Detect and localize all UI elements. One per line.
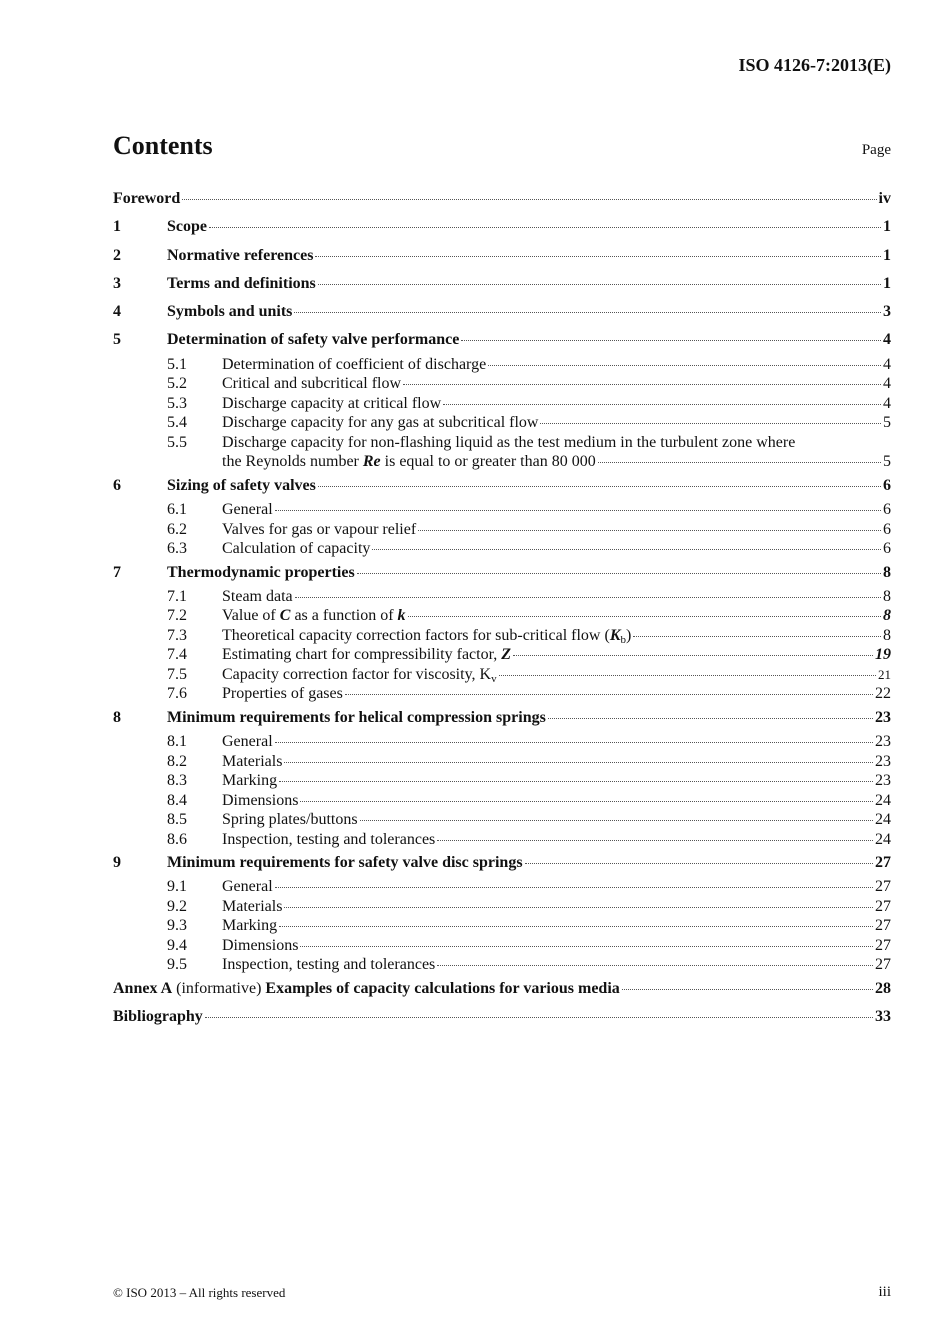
title-segment: k	[397, 607, 406, 625]
page-number: 23	[875, 708, 891, 726]
toc-entry-7[interactable]	[113, 559, 891, 587]
entry-title	[222, 645, 511, 665]
toc-entry-9.5[interactable]	[113, 955, 891, 975]
title-segment: (informative)	[172, 979, 266, 997]
title-segment: General	[222, 878, 273, 896]
toc-entry-7.4[interactable]	[113, 645, 891, 665]
entry-title	[222, 791, 298, 811]
toc-entry-9.1[interactable]	[113, 877, 891, 897]
page-number: 5	[883, 414, 891, 432]
section-number: 3	[113, 274, 121, 292]
section-number: 7.1	[167, 587, 187, 605]
section-number: 6.1	[167, 501, 187, 519]
entry-title	[222, 539, 370, 559]
page-number: 4	[883, 355, 891, 373]
page-number: 8	[883, 587, 891, 605]
section-number: 7	[113, 563, 121, 581]
page-number: 8	[883, 563, 891, 581]
dot-leader	[275, 510, 881, 511]
entry-title	[222, 355, 486, 375]
title-segment: K	[609, 626, 621, 644]
entry-title	[167, 242, 313, 270]
page-number: 8	[883, 626, 891, 644]
entry-title-line2	[222, 452, 596, 472]
title-segment: b	[620, 633, 626, 646]
dot-leader	[499, 675, 876, 676]
entry-title	[222, 771, 277, 791]
dot-leader	[525, 863, 873, 864]
title-segment: v	[491, 672, 497, 685]
entry-title	[222, 916, 277, 936]
dot-leader	[209, 227, 881, 228]
title-segment: Sizing of safety valves	[167, 476, 316, 494]
dot-leader	[418, 530, 881, 531]
title-segment: Examples of capacity calculations for various media	[265, 979, 620, 997]
dot-leader	[488, 365, 881, 366]
section-number: 7.6	[167, 685, 187, 703]
title-segment: Value of	[222, 607, 280, 625]
dot-leader	[315, 256, 881, 257]
entry-title	[222, 665, 497, 685]
title-segment: as a function of	[290, 607, 398, 625]
entry-title	[167, 326, 459, 354]
title-segment: Normative references	[167, 246, 314, 264]
dot-leader	[300, 946, 873, 947]
title-segment: Marking	[222, 772, 278, 790]
section-number: 1	[113, 218, 121, 236]
page-title: Contents	[113, 131, 213, 160]
title-segment: Critical and subcritical flow	[222, 375, 402, 393]
toc-entry-9.4[interactable]	[113, 936, 891, 956]
dot-leader	[633, 636, 881, 637]
entry-title	[222, 830, 435, 850]
title-segment: Dimensions	[222, 936, 299, 954]
toc-entry-7.1[interactable]	[113, 587, 891, 607]
title-segment: Discharge capacity for any gas at subcritical flow	[222, 414, 539, 432]
dot-leader	[461, 340, 881, 341]
page-number: 23	[875, 752, 891, 770]
section-number: 8.3	[167, 772, 187, 790]
dot-leader	[294, 312, 881, 313]
page-number: 24	[875, 811, 891, 829]
document-id-header: ISO 4126-7:2013(E)	[738, 55, 891, 75]
section-number: 7.2	[167, 607, 187, 625]
title-segment: Theoretical capacity correction factors for sub-critical flow (	[222, 626, 610, 644]
page-number: 5	[883, 453, 891, 471]
toc-entry-6.1[interactable]	[113, 500, 891, 520]
dot-leader	[598, 462, 881, 463]
toc-entry-9[interactable]	[113, 849, 891, 877]
toc-entry-1[interactable]	[113, 213, 891, 241]
entry-title	[222, 936, 298, 956]
entry-title	[167, 213, 207, 241]
title-segment: Estimating chart for compressibility factor,	[222, 646, 502, 664]
toc-entry-5.4[interactable]	[113, 413, 891, 433]
page-number: 22	[875, 685, 891, 703]
entry-title	[222, 520, 416, 540]
toc-entry-7.5[interactable]	[113, 665, 891, 685]
entry-title	[222, 500, 273, 520]
toc-entry-8.3[interactable]	[113, 771, 891, 791]
entry-title-continuation	[113, 452, 891, 472]
title-segment: General	[222, 733, 273, 751]
footer-page-number: iii	[878, 1284, 891, 1300]
title-segment: Symbols and units	[167, 303, 293, 321]
entry-title	[167, 472, 316, 500]
section-number: 7.4	[167, 646, 187, 664]
section-number: 6	[113, 476, 121, 494]
title-segment: Discharge capacity for non-flashing liquid as the test medium in the turbulent zone where	[222, 433, 796, 451]
page-number: 33	[875, 1008, 891, 1026]
entry-title	[113, 185, 180, 213]
section-number: 8.2	[167, 752, 187, 770]
title-segment: Capacity correction factor for viscosity, K	[222, 665, 492, 683]
section-number: 8.5	[167, 811, 187, 829]
entry-title	[167, 704, 546, 732]
toc-entry-8.5[interactable]	[113, 810, 891, 830]
title-segment: Minimum requirements for helical compression springs	[167, 708, 546, 726]
section-number: 8.4	[167, 791, 187, 809]
title-segment: Materials	[222, 897, 283, 915]
page-number: 4	[883, 394, 891, 412]
title-segment: Materials	[222, 752, 283, 770]
title-segment: the Reynolds number	[222, 453, 363, 471]
entry-title	[167, 849, 523, 877]
toc-entry-5.1[interactable]	[113, 355, 891, 375]
entry-title	[167, 559, 355, 587]
title-segment: Annex A	[113, 979, 173, 997]
toc-entry-3[interactable]	[113, 270, 891, 298]
title-segment: C	[279, 607, 291, 625]
toc-entry-8.6[interactable]	[113, 830, 891, 850]
title-segment: Steam data	[222, 587, 293, 605]
title-segment: Determination of coefficient of discharge	[222, 355, 487, 373]
section-number: 9.5	[167, 956, 187, 974]
page-number: 27	[875, 917, 891, 935]
table-of-contents	[113, 185, 891, 1032]
dot-leader	[540, 423, 881, 424]
title-segment: Thermodynamic properties	[167, 563, 355, 581]
page-number: 23	[875, 772, 891, 790]
page-number: 6	[883, 540, 891, 558]
section-number: 5.2	[167, 375, 187, 393]
page-number: 1	[883, 246, 891, 264]
entry-title	[222, 684, 343, 704]
title-segment: Re	[362, 453, 381, 471]
title-segment: General	[222, 501, 273, 519]
page-number: 3	[883, 303, 891, 321]
dot-leader	[443, 404, 881, 405]
section-number: 5.3	[167, 394, 187, 412]
section-number: 6.3	[167, 540, 187, 558]
entry-title	[222, 810, 358, 830]
title-segment: Foreword	[113, 190, 181, 207]
dot-leader	[357, 573, 881, 574]
section-number: 6.2	[167, 520, 187, 538]
title-segment: Bibliography	[113, 1008, 203, 1026]
page-number: 1	[883, 218, 891, 236]
page-number: 27	[875, 878, 891, 896]
toc-entry-7.6[interactable]	[113, 684, 891, 704]
toc-entry-7.3[interactable]	[113, 626, 891, 646]
page-number: 1	[883, 274, 891, 292]
entry-title	[222, 433, 795, 453]
page-number: 8	[883, 607, 891, 625]
entry-title	[167, 298, 292, 326]
toc-entry-8.4[interactable]	[113, 791, 891, 811]
entry-title	[222, 955, 435, 975]
dot-leader	[345, 694, 873, 695]
toc-entry-4[interactable]	[113, 298, 891, 326]
section-number: 9.4	[167, 936, 187, 954]
dot-leader	[622, 989, 873, 990]
page-number: 24	[875, 791, 891, 809]
page-number: 24	[875, 830, 891, 848]
page-number: 4	[883, 375, 891, 393]
dot-leader	[300, 801, 873, 802]
entry-title	[222, 394, 441, 414]
page-number: 27	[875, 956, 891, 974]
toc-entry-8.2[interactable]	[113, 752, 891, 772]
toc-entry-5[interactable]	[113, 326, 891, 354]
toc-entry-9.3[interactable]	[113, 916, 891, 936]
section-number: 7.5	[167, 665, 187, 683]
dot-leader	[295, 597, 881, 598]
title-segment: Calculation of capacity	[222, 540, 371, 558]
toc-entry-5.3[interactable]	[113, 394, 891, 414]
dot-leader	[513, 655, 873, 656]
dot-leader	[318, 284, 881, 285]
entry-title	[222, 752, 282, 772]
dot-leader	[548, 718, 873, 719]
title-segment: Valves for gas or vapour relief	[222, 520, 417, 538]
dot-leader	[318, 486, 881, 487]
toc-entry-6.2[interactable]	[113, 520, 891, 540]
toc-entry-6.3[interactable]	[113, 539, 891, 559]
title-segment: Inspection, testing and tolerances	[222, 956, 436, 974]
entry-title	[222, 897, 282, 917]
toc-entry-9.2[interactable]	[113, 897, 891, 917]
entry-title	[222, 606, 406, 626]
page-number: 23	[875, 733, 891, 751]
entry-title	[113, 1003, 203, 1031]
copyright-footer: © ISO 2013 – All rights reserved	[113, 1285, 286, 1300]
page-number: iv	[878, 190, 891, 207]
title-segment: Terms and definitions	[167, 274, 316, 292]
section-number: 9.3	[167, 917, 187, 935]
section-number: 5	[113, 331, 121, 349]
page-number: 21	[878, 666, 891, 682]
dot-leader	[279, 781, 873, 782]
section-number: 2	[113, 246, 121, 264]
title-segment: Inspection, testing and tolerances	[222, 830, 436, 848]
toc-entry-8[interactable]	[113, 704, 891, 732]
title-segment: is equal to or greater than 80 000	[380, 453, 596, 471]
page-number: 27	[875, 854, 891, 872]
section-number: 8.6	[167, 830, 187, 848]
title-segment: Dimensions	[222, 791, 299, 809]
title-segment: Properties of gases	[222, 685, 343, 703]
dot-leader	[403, 384, 881, 385]
page-number: 4	[883, 331, 891, 349]
section-number: 8	[113, 708, 121, 726]
entry-title	[222, 732, 273, 752]
dot-leader	[205, 1017, 873, 1018]
toc-entry-unnumbered[interactable]	[113, 1003, 891, 1031]
toc-entry-6[interactable]	[113, 472, 891, 500]
title-segment: Marking	[222, 917, 278, 935]
dot-leader	[284, 907, 873, 908]
entry-title	[222, 374, 401, 394]
section-number: 5.1	[167, 355, 187, 373]
dot-leader	[284, 762, 873, 763]
title-segment: Scope	[167, 218, 207, 236]
toc-entry-unnumbered[interactable]	[113, 975, 891, 1003]
dot-leader	[279, 926, 873, 927]
dot-leader	[182, 199, 876, 200]
entry-title	[167, 270, 316, 298]
title-segment: Spring plates/buttons	[222, 811, 358, 829]
toc-entry-2[interactable]	[113, 242, 891, 270]
dot-leader	[275, 742, 873, 743]
title-segment: Z	[501, 646, 512, 664]
section-number: 9.2	[167, 897, 187, 915]
page-number: 27	[875, 936, 891, 954]
dot-leader	[437, 965, 873, 966]
toc-entry-8.1[interactable]	[113, 732, 891, 752]
page-number: 6	[883, 501, 891, 519]
title-segment: )	[625, 626, 632, 644]
dot-leader	[437, 840, 873, 841]
page-number: 6	[883, 476, 891, 494]
dot-leader	[408, 616, 881, 617]
section-number: 4	[113, 303, 121, 321]
section-number: 5.4	[167, 414, 187, 432]
page-number: 19	[875, 646, 891, 664]
toc-entry-unnumbered[interactable]	[113, 185, 891, 213]
dot-leader	[360, 820, 873, 821]
toc-entry-7.2[interactable]	[113, 606, 891, 626]
entry-title	[113, 975, 620, 1003]
toc-entry-5.5[interactable]	[113, 433, 891, 453]
page-number: 27	[875, 897, 891, 915]
section-number: 5.5	[167, 433, 187, 451]
page-column-label: Page	[861, 142, 891, 158]
title-segment: Discharge capacity at critical flow	[222, 394, 442, 412]
entry-title	[222, 413, 538, 433]
page-number: 6	[883, 520, 891, 538]
title-segment: Minimum requirements for safety valve disc springs	[167, 854, 523, 872]
title-segment: Determination of safety valve performance	[167, 331, 460, 349]
section-number: 7.3	[167, 626, 187, 644]
section-number: 8.1	[167, 733, 187, 751]
toc-entry-5.2[interactable]	[113, 374, 891, 394]
entry-title	[222, 626, 631, 646]
section-number: 9.1	[167, 878, 187, 896]
dot-leader	[275, 887, 873, 888]
entry-title	[222, 877, 273, 897]
section-number: 9	[113, 854, 121, 872]
entry-title	[222, 587, 293, 607]
page-number: 28	[875, 979, 891, 997]
dot-leader	[372, 549, 881, 550]
